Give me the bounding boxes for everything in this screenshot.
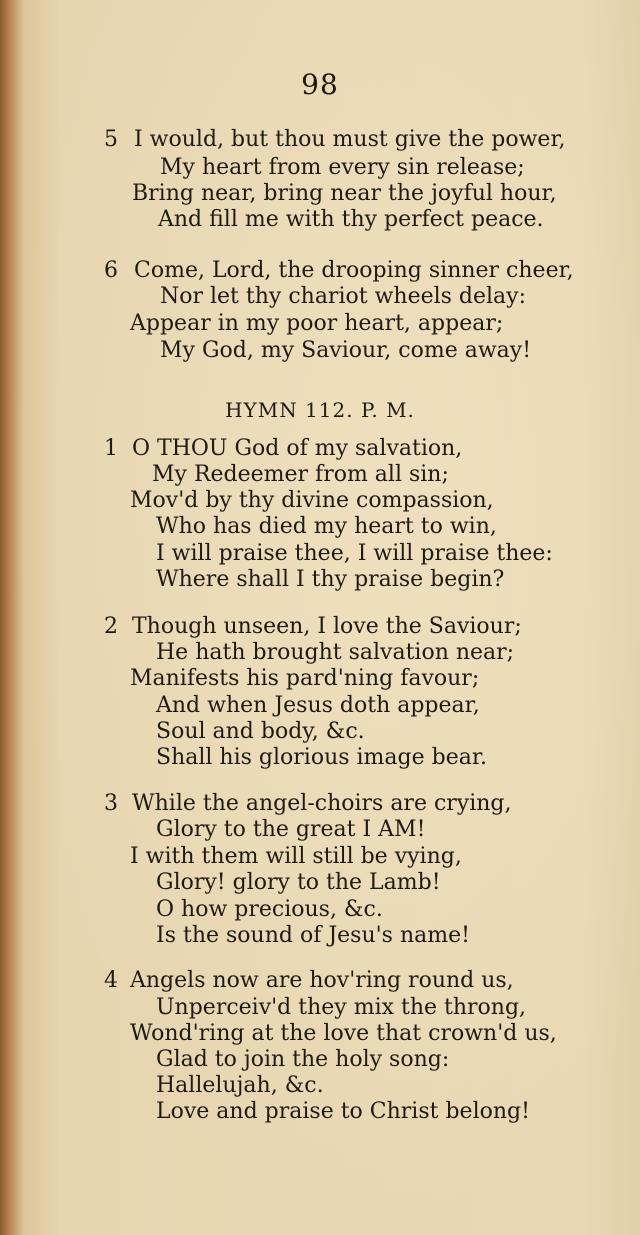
verse-line: Is the sound of Jesu's name! [156,923,470,948]
verse-line: Hallelujah, &c. [156,1073,324,1098]
verse-line: Mov'd by thy divine compassion, [130,488,494,513]
verse-line: Appear in my poor heart, appear; [130,311,504,336]
verse-line: Bring near, bring near the joyful hour, [132,181,557,206]
stanza-number: 3 [104,791,118,816]
verse-line: I with them will still be vying, [130,844,462,869]
stanza-number: 5 [104,127,118,152]
verse-line: Glad to join the holy song: [156,1047,450,1072]
verse-line: While the angel-choirs are crying, [132,791,512,816]
verse-line: My heart from every sin release; [160,155,525,180]
verse-line: Glory to the great I AM! [156,817,426,842]
hymn-title: HYMN 112. P. M. [225,398,415,422]
verse-line: He hath brought salvation near; [156,640,515,665]
stanza-number: 2 [104,614,118,639]
verse-line: Angels now are hov'ring round us, [130,968,514,993]
verse-line: Though unseen, I love the Saviour; [132,614,522,639]
verse-line: My God, my Saviour, come away! [160,338,532,363]
page-number: 98 [301,68,339,101]
stanza-number: 4 [104,968,118,993]
verse-line: Love and praise to Christ belong! [156,1099,530,1124]
verse-line: Wond'ring at the love that crown'd us, [130,1021,557,1046]
verse-line: Nor let thy chariot wheels delay: [160,284,527,309]
verse-line: Soul and body, &c. [156,719,365,744]
verse-line: And fill me with thy perfect peace. [158,207,544,232]
verse-line: I will praise thee, I will praise thee: [156,541,553,566]
stanza-number: 1 [104,436,118,461]
verse-line: Glory! glory to the Lamb! [156,870,441,895]
verse-line: O how precious, &c. [156,897,383,922]
stanza-number: 6 [104,258,118,283]
verse-line: And when Jesus doth appear, [156,693,480,718]
verse-line: I would, but thou must give the power, [134,127,566,152]
verse-line: Come, Lord, the drooping sinner cheer, [134,258,574,283]
verse-line: Manifests his pard'ning favour; [130,666,480,691]
verse-line: Unperceiv'd they mix the throng, [156,995,527,1020]
verse-line: Where shall I thy praise begin? [156,567,505,592]
verse-line: O THOU God of my salvation, [132,436,463,461]
verse-line: Who has died my heart to win, [156,514,497,539]
verse-line: Shall his glorious image bear. [156,745,487,770]
verse-line: My Redeemer from all sin; [152,462,449,487]
